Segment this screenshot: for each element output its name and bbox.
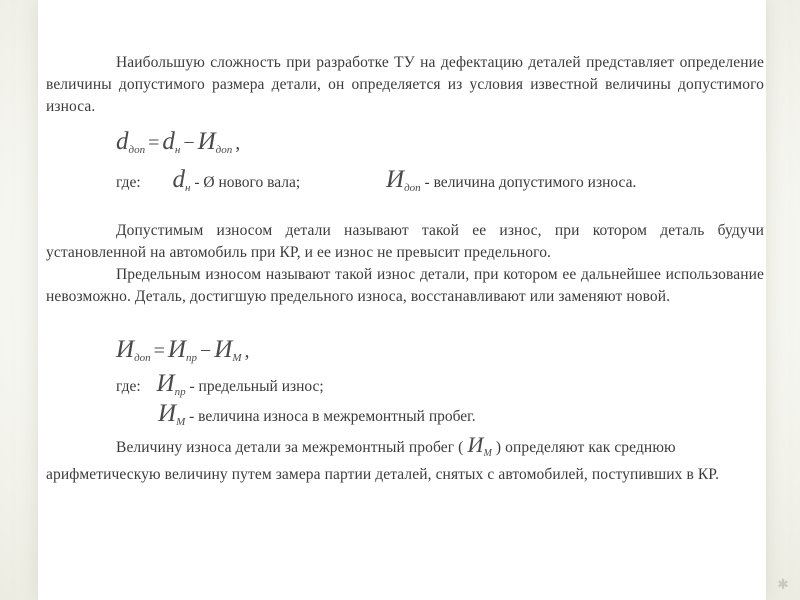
paragraph-1-text: Наибольшую сложность при разработке ТУ на дефектацию деталей представляет определение величины допустимого размера детали, он определяется из условия известной величины допустимого износа.: [46, 54, 764, 115]
where-1-desc1: - Ø нового вала;: [194, 174, 301, 191]
formula-2-term1: И: [167, 336, 186, 363]
formula-1-end: ,: [235, 132, 241, 154]
paragraph-4: [46, 434, 764, 465]
paragraph-1: [46, 52, 764, 118]
formula-1-minus: −: [183, 132, 195, 154]
paragraph-4-text-a: Величину износа детали за межремонтный пробег (: [116, 439, 464, 456]
paragraph-2-text: Допустимым износом детали называют такой ее износ, при котором деталь будучи установленной на автомобиль при КР, и ее износ не превысит предельного.: [46, 222, 764, 261]
paragraph-4-text-c: арифметическую величину путем замера партии деталей, снятых с автомобилей, поступивших в КР.: [46, 466, 720, 483]
paragraph-2: [46, 220, 764, 264]
where-2-desc1: - предельный износ;: [189, 378, 324, 395]
formula-2: [116, 336, 253, 364]
formula-1-term1-sub: н: [174, 144, 181, 156]
where-line-3: [158, 400, 476, 428]
formula-2-lhs: И: [116, 336, 135, 363]
formula-2-term2-sub: М: [232, 352, 242, 364]
where-2-desc2: - величина износа в межремонтный пробег.: [189, 408, 476, 425]
formula-2-lhs-sub: доп: [134, 352, 151, 364]
paragraph-4-symbol: $И_М$: [467, 432, 492, 459]
formula-1-lhs-sub: доп: [128, 144, 146, 156]
formula-1-term1: d: [162, 128, 175, 155]
paragraph-4-continued: [46, 464, 764, 486]
formula-2-end: ,: [244, 340, 250, 362]
where-2-sym2: $И_М$: [158, 400, 186, 428]
paragraph-4-text-b: ) определяют как среднюю: [495, 439, 676, 456]
formula-1-term2-sub: доп: [215, 144, 233, 156]
formula-1-eq: =: [148, 132, 160, 154]
formula-2-term2: И: [214, 336, 233, 363]
where-line-2: [116, 370, 324, 398]
where-2-label: где:: [116, 378, 141, 395]
formula-1-lhs: d: [116, 128, 129, 155]
where-1-sym2: $И_{доп}$: [386, 166, 421, 194]
formula-1-term2: И: [197, 128, 216, 155]
formula-2-term1-sub: пр: [185, 352, 197, 364]
formula-2-eq: =: [153, 340, 165, 362]
where-2-sym1: $И_{пр}$: [156, 370, 186, 398]
where-1-label: где:: [116, 174, 141, 191]
paragraph-3-text: Предельным износом называют такой износ детали, при котором ее дальнейшее использование невозможно. Деталь, достигшую предельного износа, восстанавливают или заменяют новой.: [46, 266, 764, 305]
paragraph-3: [46, 264, 764, 308]
where-line-1: [116, 166, 636, 194]
where-1-desc2: - величина допустимого износа.: [424, 174, 637, 191]
formula-2-minus: −: [199, 340, 212, 362]
corner-asterisk-icon: ✱: [777, 577, 789, 593]
formula-1: [116, 128, 243, 156]
where-1-sym1: $d_н$: [172, 166, 191, 194]
